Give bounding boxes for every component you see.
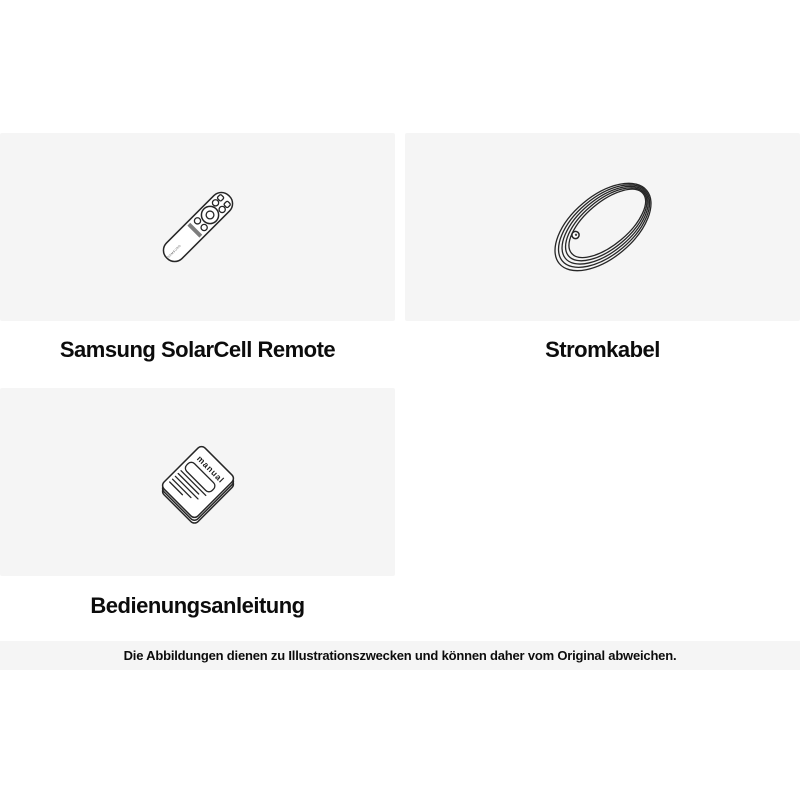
remote-brand-text: SAMSUNG bbox=[166, 243, 182, 259]
remote-control-icon bbox=[123, 152, 273, 302]
manual-cover-text: manual bbox=[194, 453, 226, 486]
coiled-cable-icon bbox=[518, 142, 688, 312]
item-image-panel-power-cable bbox=[405, 133, 800, 321]
disclaimer-bar bbox=[0, 641, 800, 670]
item-label-manual: Bedienungsanleitung bbox=[90, 593, 305, 618]
disclaimer-text: Die Abbildungen dienen zu Illustrationszwecken und können daher vom Original abweichen. bbox=[123, 648, 677, 663]
item-label-power-cable: Stromkabel bbox=[545, 337, 660, 362]
user-manual-icon bbox=[113, 397, 283, 567]
item-label-remote: Samsung SolarCell Remote bbox=[59, 337, 336, 362]
item-image-panel-remote bbox=[0, 133, 395, 321]
cable-coil-loops bbox=[539, 167, 666, 288]
cable-plug-pin bbox=[574, 234, 576, 236]
item-image-panel-manual bbox=[0, 388, 395, 576]
